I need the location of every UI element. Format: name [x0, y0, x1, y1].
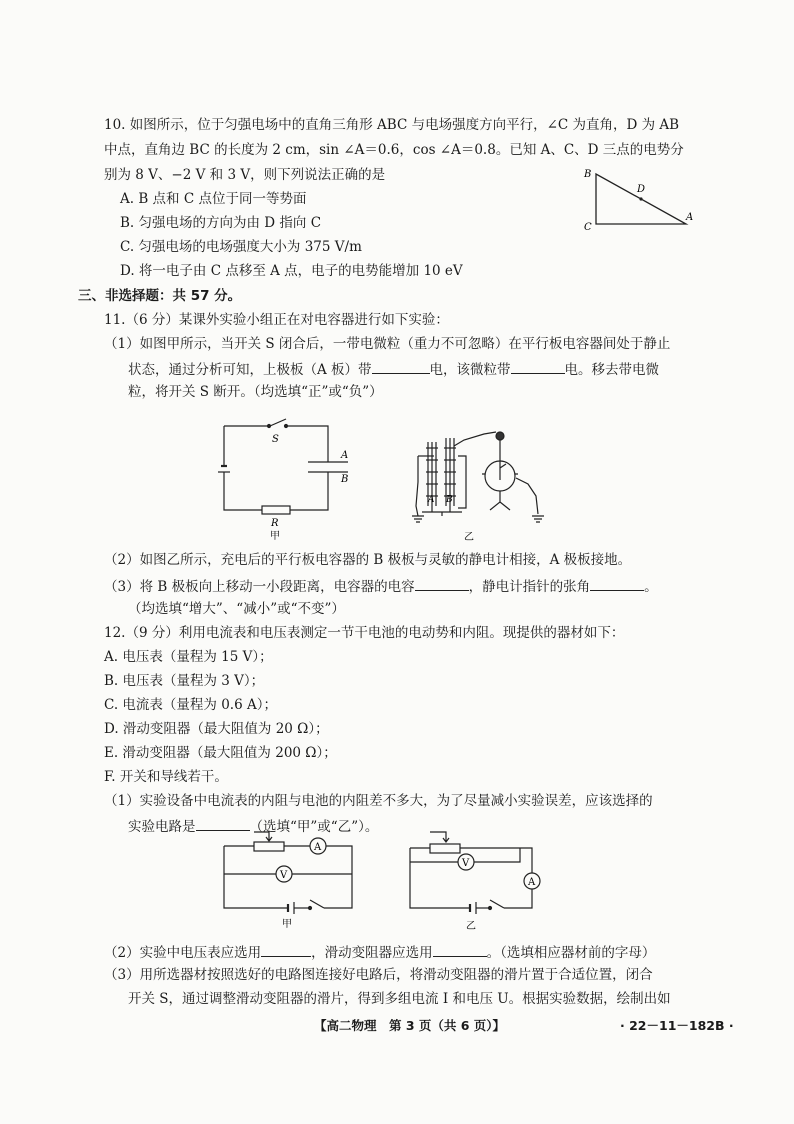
q11-blank-plate-charge — [372, 359, 430, 374]
q12-part1-line-1: （1）实验设备中电流表的内阻与电池的内阻差不多大，为了尽量减小实验误差，应该选择的 — [104, 793, 653, 809]
q11-blank-capacitance — [415, 576, 469, 591]
q11-part1-line-1: （1）如图甲所示，当开关 S 闭合后，一带电微粒（重力不可忽略）在平行板电容器间处于静止 — [104, 336, 671, 352]
q12-blank-voltmeter — [261, 942, 311, 957]
q11-text-a: 状态，通过分析可知，上极板（A 板）带 — [128, 362, 372, 378]
q12-p2-text-a: （2）实验中电压表应选用 — [104, 945, 262, 961]
q12-item-d: D. 滑动变阻器（最大阻值为 20 Ω）； — [104, 721, 329, 737]
q12-item-b: B. 电压表（量程为 3 V）； — [104, 673, 265, 689]
q11-heading: 11.（6 分）某课外实验小组正在对电容器进行如下实验： — [104, 312, 449, 328]
q12-p2-text-c: 。（选填相应器材前的字母） — [486, 945, 656, 961]
q11-text-b: 电，该微粒带 — [429, 362, 511, 378]
jia-label-s: S — [272, 434, 279, 445]
q10-option-c: C. 匀强电场的电场强度大小为 375 V/m — [120, 239, 362, 255]
triangle-label-d: D — [637, 184, 646, 195]
yi-caption: 乙 — [464, 532, 474, 543]
q10-line-2: 中点，直角边 BC 的长度为 2 cm，sin ∠A＝0.6，cos ∠A＝0.8。已知 A、C、D 三点的电势分 — [104, 142, 684, 158]
q12-part2 — [104, 942, 655, 962]
q12-item-a: A. 电压表（量程为 15 V）； — [104, 649, 273, 665]
q12-item-c: C. 电流表（量程为 0.6 A）； — [104, 697, 277, 713]
q11-blank-particle-charge — [511, 359, 565, 374]
q12-item-e: E. 滑动变阻器（最大阻值为 200 Ω）； — [104, 745, 337, 761]
q12-blank-rheostat — [433, 942, 487, 957]
q12-p1-text-a: 实验电路是 — [128, 819, 196, 835]
q12-jia-meter-a: A — [314, 842, 322, 853]
q10-line-3: 别为 8 V、−2 V 和 3 V，则下列说法正确的是 — [104, 167, 386, 183]
q12-yi-meter-a: A — [528, 877, 536, 888]
q12-part3-line-2: 开关 S，通过调整滑动变阻器的滑片，得到多组电流 I 和电压 U。根据实验数据，绘制出如 — [128, 991, 671, 1007]
section-heading: 三、非选择题：共 57 分。 — [78, 288, 242, 304]
q10-option-a: A. B 点和 C 点位于同一等势面 — [120, 191, 307, 207]
q12-item-f: F. 开关和导线若干。 — [104, 769, 228, 785]
page-footer-center: 【高二物理 第 3 页（共 6 页）】 — [314, 1018, 506, 1033]
q11-part1-line-2 — [128, 359, 659, 379]
q12-jia-caption: 甲 — [282, 919, 292, 930]
triangle-label-a: A — [686, 212, 694, 223]
q11-blank-angle — [590, 576, 644, 591]
q11-part3 — [104, 576, 658, 596]
q11-part1-line-3: 粒，将开关 S 断开。（均选填“正”或“负”） — [128, 384, 383, 400]
jia-caption: 甲 — [270, 531, 280, 542]
page-footer-code: · 22－11－182B · — [620, 1018, 734, 1033]
jia-label-r: R — [271, 518, 279, 529]
q12-figure-yi — [400, 828, 550, 934]
triangle-abc-figure — [582, 164, 702, 236]
q10-line-1: 10. 如图所示，位于匀强电场中的直角三角形 ABC 与电场强度方向平行，∠C 为直角，D 为 AB — [104, 117, 680, 133]
q11-p3-text-b: ，静电计指针的张角 — [468, 579, 591, 595]
q11-p3-text-a: （3）将 B 极板向上移动一小段距离，电容器的电容 — [104, 579, 415, 595]
jia-label-a: A — [341, 450, 349, 461]
jia-label-b: B — [341, 474, 349, 485]
yi-label-a: A — [428, 495, 435, 505]
q11-figure-yi — [404, 424, 564, 546]
q11-part2: （2）如图乙所示，充电后的平行板电容器的 B 极板与灵敏的静电计相接，A 极板接地。 — [104, 552, 632, 568]
q10-option-d: D. 将一电子由 C 点移至 A 点，电子的电势能增加 10 eV — [120, 263, 463, 279]
triangle-label-b: B — [584, 169, 592, 180]
q12-figure-jia — [214, 830, 364, 934]
q11-figure-jia — [210, 414, 360, 546]
q12-p1-text-b: （选填“甲”或“乙”）。 — [249, 819, 379, 835]
triangle-label-c: C — [584, 222, 592, 233]
q11-part3-note: （均选填“增大”、“减小”或“不变”） — [128, 601, 345, 617]
q11-p3-text-c: 。 — [644, 579, 658, 595]
q12-yi-caption: 乙 — [466, 921, 476, 932]
q10-option-b: B. 匀强电场的方向为由 D 指向 C — [120, 215, 322, 231]
q11-text-c: 电。移去带电微 — [564, 362, 660, 378]
yi-label-b: B — [446, 495, 453, 505]
q12-heading: 12.（9 分）利用电流表和电压表测定一节干电池的电动势和内阻。现提供的器材如下： — [104, 625, 625, 641]
q12-blank-circuit — [196, 816, 250, 831]
q12-p2-text-b: ，滑动变阻器应选用 — [311, 945, 433, 961]
q12-part3-line-1: （3）用所选器材按照选好的电路图连接好电路后，将滑动变阻器的滑片置于合适位置，闭合 — [104, 967, 653, 983]
q12-jia-meter-v: V — [280, 870, 288, 881]
q12-yi-meter-v: V — [462, 858, 470, 869]
